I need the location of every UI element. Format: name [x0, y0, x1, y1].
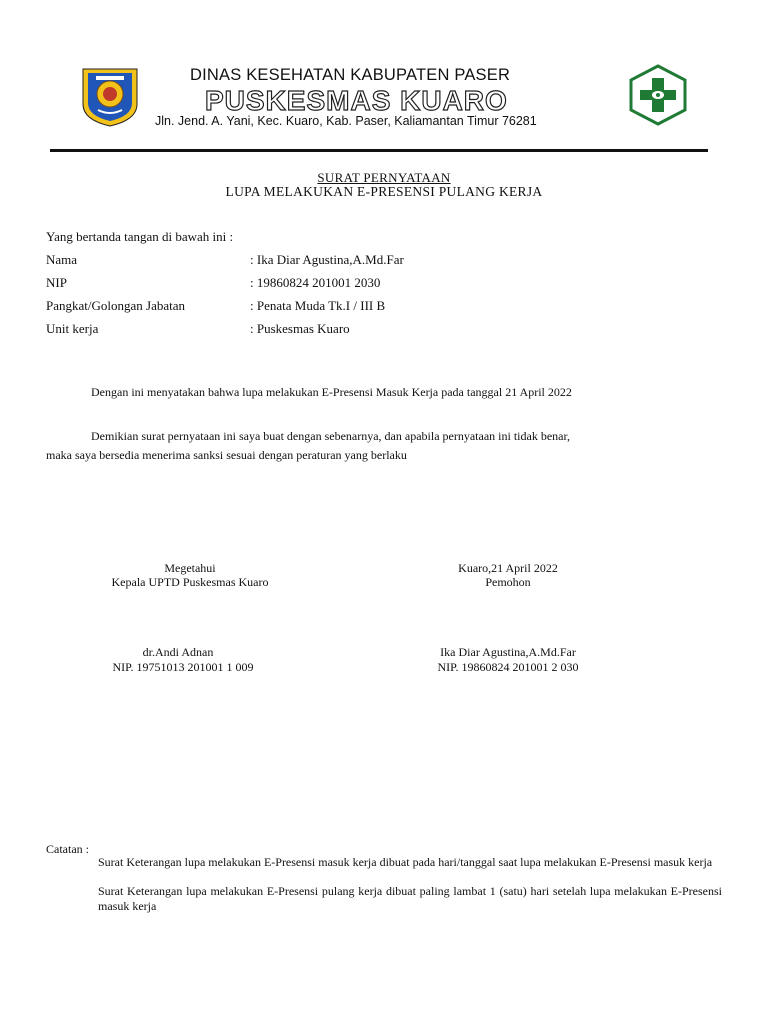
field-value-unit: : Puskesmas Kuaro [250, 321, 350, 336]
signature-left-label: Megetahui [164, 561, 216, 575]
address: Jln. Jend. A. Yani, Kec. Kuaro, Kab. Paser, Kaliamantan Timur 76281 [155, 114, 537, 128]
document-subtitle: LUPA MELAKUKAN E-PRESENSI PULANG KERJA [225, 184, 543, 199]
field-value-name: : Ika Diar Agustina,A.Md.Far [250, 252, 404, 267]
signature-left-title: Kepala UPTD Puskesmas Kuaro [111, 575, 269, 589]
signature-right-date: Kuaro,21 April 2022 [458, 561, 558, 575]
signature-right-nip: NIP. 19860824 201001 2 030 [437, 660, 579, 674]
signature-right-name: Ika Diar Agustina,A.Md.Far [440, 645, 576, 659]
statement-text: Dengan ini menyatakan bahwa lupa melakukan E-Presensi Masuk Kerja pada tanggal 21 April 2022 [91, 385, 572, 399]
puskesmas-logo [628, 64, 688, 126]
field-value-nip: : 19860824 201001 2030 [250, 275, 381, 290]
intro-text: Yang bertanda tangan di bawah ini : [46, 229, 234, 244]
signature-left-nip: NIP. 19751013 201001 1 009 [112, 660, 254, 674]
letterhead-divider [50, 149, 708, 152]
regency-emblem [80, 66, 140, 128]
field-label-rank: Pangkat/Golongan Jabatan [46, 298, 185, 313]
document-title: SURAT PERNYATAAN [317, 170, 451, 185]
field-label-name: Nama [46, 252, 78, 267]
field-value-rank: : Penata Muda Tk.I / III B [250, 298, 386, 313]
closing-line-1: Demikian surat pernyataan ini saya buat dengan sebenarnya, dan apabila pernyataan ini tidak benar, [91, 429, 570, 443]
field-label-unit: Unit kerja [46, 321, 99, 336]
agency-name: DINAS KESEHATAN KABUPATEN PASER [190, 66, 511, 84]
note-item: Surat Keterangan lupa melakukan E-Presensi masuk kerja dibuat pada hari/tanggal saat lupa melakukan E-Presensi masuk kerja [98, 855, 713, 869]
signature-left-name: dr.Andi Adnan [142, 645, 214, 659]
signature-right-title: Pemohon [485, 575, 531, 589]
facility-name: PUSKESMAS KUARO [205, 85, 508, 116]
note-item: Surat Keterangan lupa melakukan E-Presensi pulang kerja dibuat paling lambat 1 (satu) hari setelah lupa melakukan E-Presensi masuk kerja [98, 884, 722, 913]
notes-heading: Catatan : [46, 842, 89, 856]
field-label-nip: NIP [46, 275, 67, 290]
closing-line-2: maka saya bersedia menerima sanksi sesuai dengan peraturan yang berlaku [46, 448, 407, 462]
